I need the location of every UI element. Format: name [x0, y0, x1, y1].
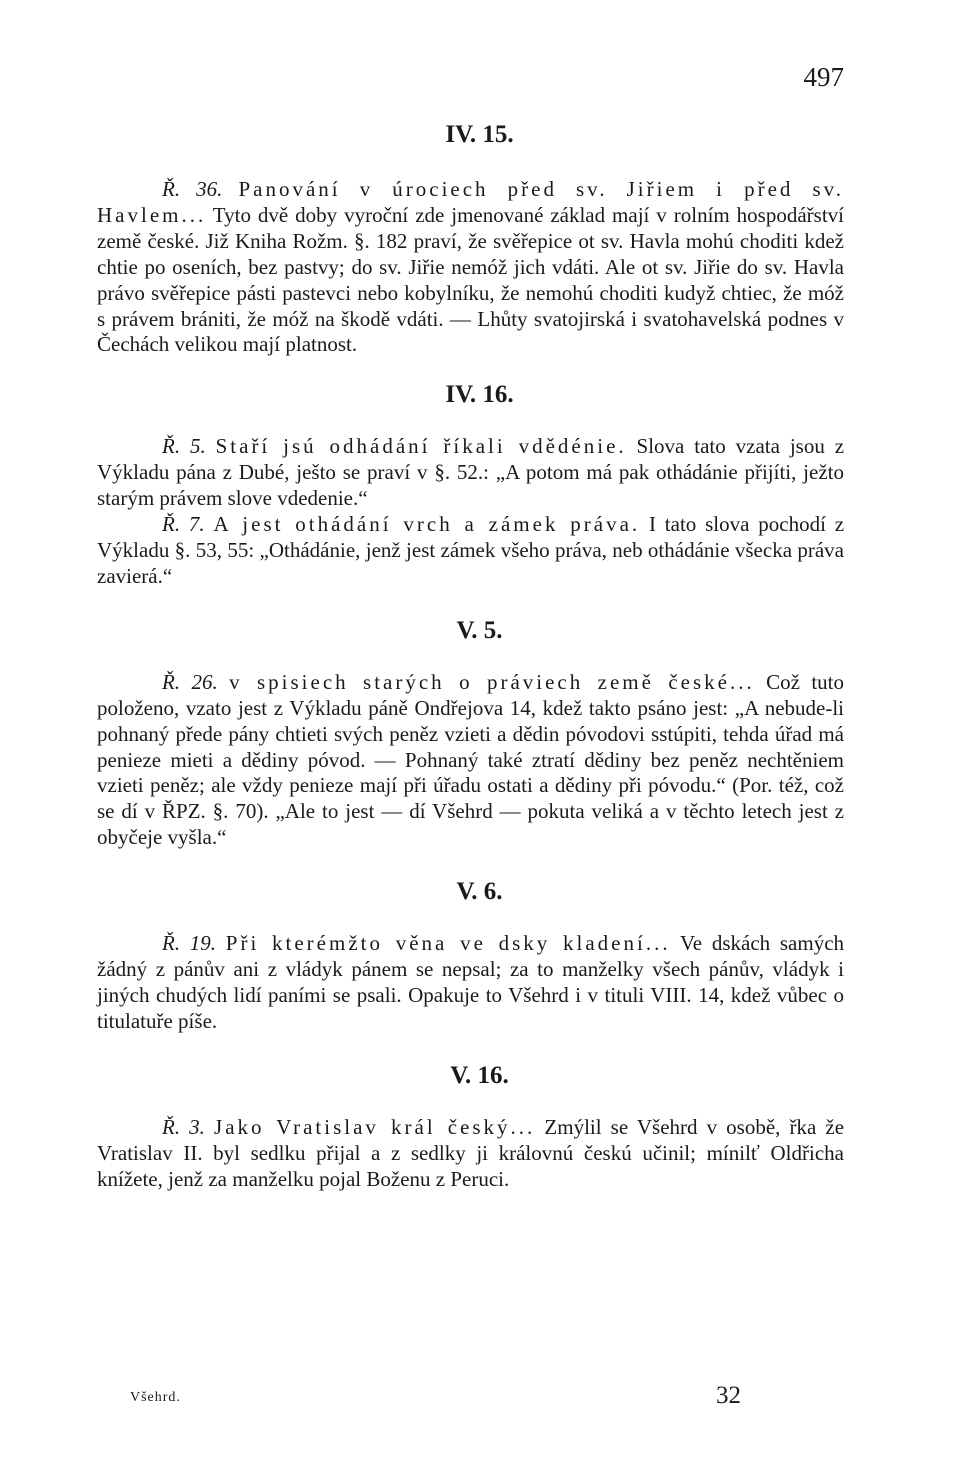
paragraph-text: I tato slova pochodí z Výkladu §. 53, 55: „Othádánie, jenž jest zámek všeho práva, neb othádánie všecka práva zavierá.“	[97, 512, 845, 588]
footer-sheet-number: 32	[716, 1382, 741, 1409]
paragraph-lead: Ř. 3.	[162, 1114, 205, 1139]
paragraph-lead: Ř. 7.	[162, 512, 205, 537]
paragraph-lemma: Staří jsú odhádání říkali vdědénie.	[215, 434, 627, 459]
paragraph-v-6	[97, 931, 844, 1035]
body-text	[97, 120, 844, 1192]
section-heading-v-16: V. 16.	[450, 1061, 509, 1089]
paragraph-lemma: v spisiech starých o práviech země české...	[229, 669, 755, 694]
paragraph-lead: Ř. 5.	[162, 434, 206, 459]
paragraph-lead: Ř. 26.	[162, 669, 218, 694]
paragraph-iv-16-b	[97, 512, 844, 590]
paragraph-text: Zmýlil se Všehrd v osobě, řka že Vratislav II. byl sedlku přijal a z sedlky ji královnú českú učinil; mínilť Oldřicha knížete, jenž za manželku pojal Boženu z Peruci.	[97, 1114, 845, 1191]
paragraph-lead: Ř. 36.	[162, 177, 223, 201]
paragraph-v-5	[97, 670, 844, 851]
paragraph-iv-16-a	[97, 434, 844, 512]
paragraph-text: Ve dskách samých žádný z pánův ani z vládyk pánem se nepsal; za to manželky všech pánův, vládyk i jiných chudých lidí paními se psali. Opakuje to Všehrd i v tituli VIII. 14, kdež vůbec o titulatuře píše.	[97, 931, 845, 1033]
paragraph-text: Slova tato vzata jsou z Výkladu pána z Dubé, ješto se praví v §. 52.: „A potom má pak othádánie přijíti, ježto starým právem slove vdedenie.“	[97, 434, 845, 511]
page-number: 497	[803, 62, 844, 92]
paragraph-lemma: Při kterémžto věna ve dsky kladení...	[225, 931, 671, 956]
paragraph-lemma: A jest othádání vrch a zámek práva.	[213, 512, 641, 537]
section-heading-v-6: V. 6.	[456, 878, 503, 906]
footer-signature: Všehrd.	[130, 1390, 181, 1405]
paragraph-text: Což tuto položeno, vzato jest z Výkladu páně Ondřejova 14, kdež takto psáno jest: „A nebude-li pohnaný přede pány chtieti svých peněz vzieti a dědin póvodovi sstúpiti, tehda úřad má penieze mieti a dědiny póvod. — Pohnaný také ztratí dědiny bez peněz nechtěniem vzieti peněz; ale vždy penieze mají při úřadu ostati a dědiny při póvodu.“ (Por. též, což se dí v ŘPZ. §. 70). „Ale to jest — dí Všehrd — pokuta veliká a v těchto letech jest z obyčeje vyšla.“	[97, 669, 844, 850]
paragraph-lemma: Jako Vratislav král český...	[214, 1114, 536, 1139]
paragraph-v-16	[97, 1115, 844, 1193]
paragraph-lead: Ř. 19.	[162, 931, 217, 956]
paragraph-text: Tyto dvě doby vyroční zde jmenované základ mají v rolním hospodářství země české. Již Kniha Rožm. §. 182 praví, že svěřepice ot sv. Havla mohú choditi kdež chtie po oseních, bez pastvy; do sv. Jiřie nemóž jich vdáti. Ale ot sv. Jiřie do sv. Havla právo svěřepice pásti pastevci nebo kobylníku, že nemohú choditi kudyž chtiec, že móž s právem brániti, že móž na škodě vdáti. — Lhůty svatojirská i svatohavelská podnes v Čechách velikou mají platnost.	[97, 202, 844, 357]
paragraph-iv-15	[97, 177, 844, 358]
paragraph-lemma: Panování v úrociech před sv. Jiřiem i před sv. Havlem...	[97, 177, 845, 227]
section-heading-iv-15: IV. 15.	[445, 121, 514, 148]
section-heading-iv-16: IV. 16.	[445, 381, 514, 409]
section-heading-v-5: V. 5.	[456, 616, 503, 644]
